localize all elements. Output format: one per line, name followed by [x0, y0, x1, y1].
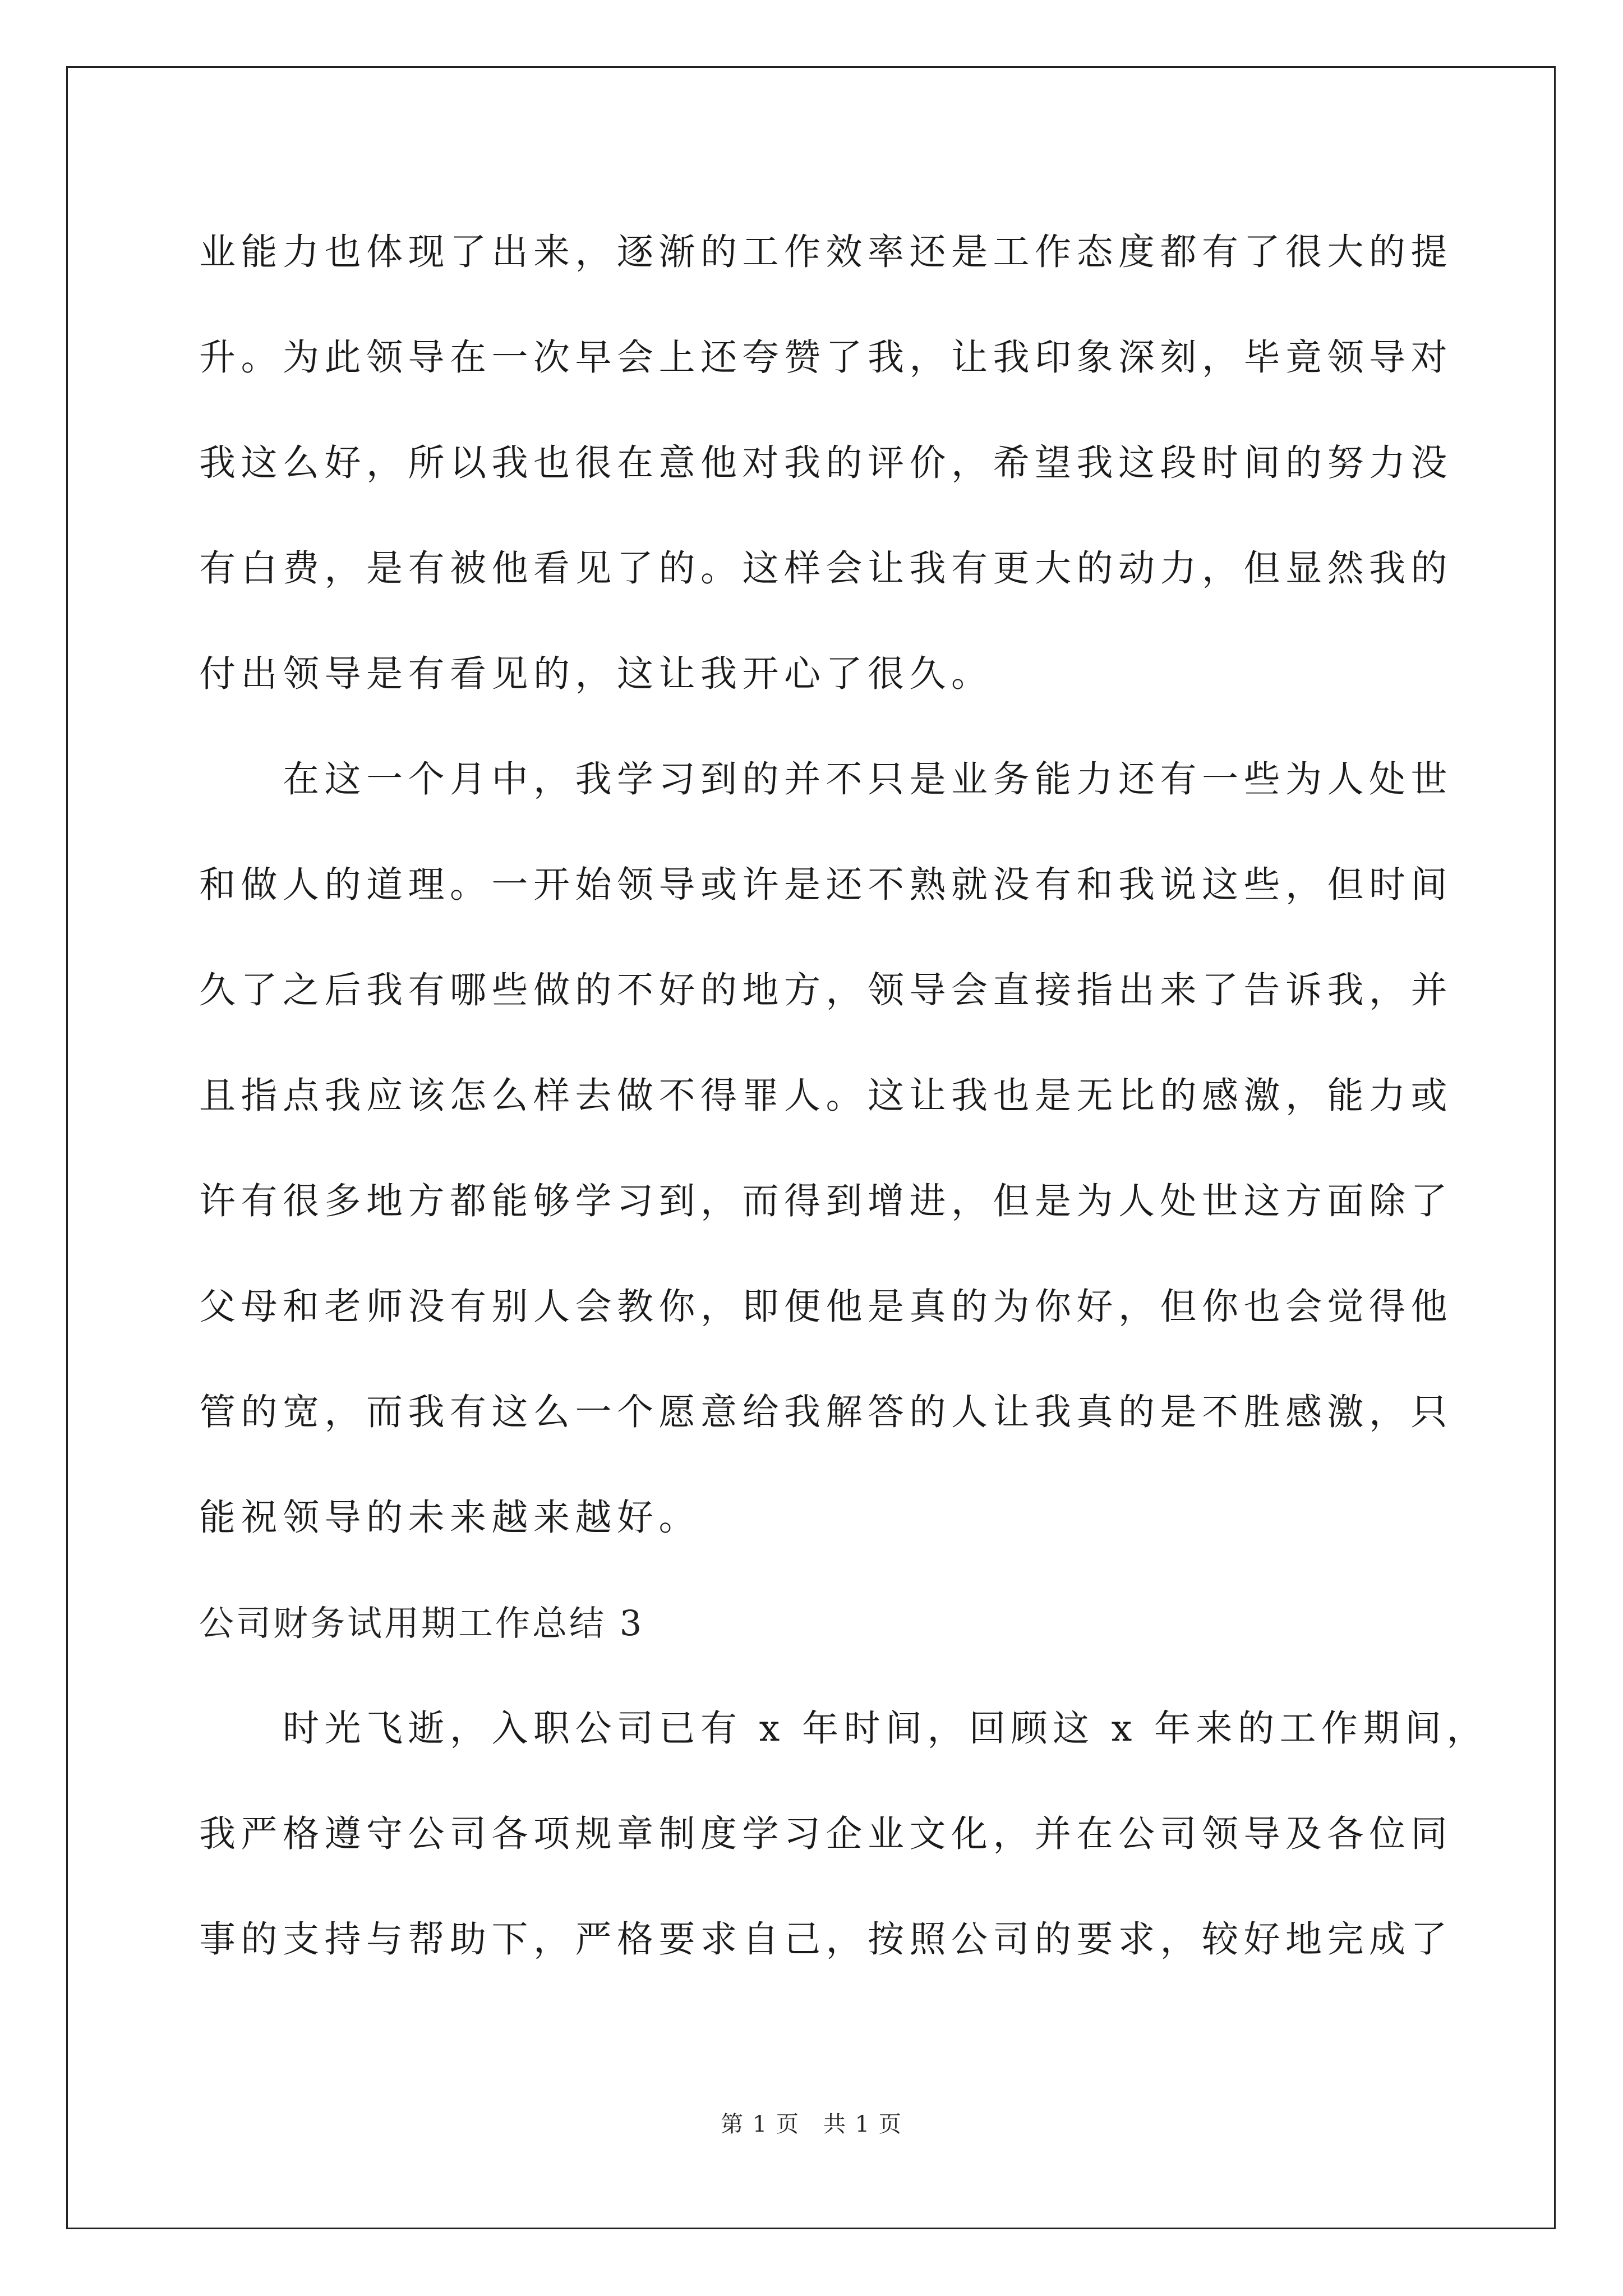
text-line: 时光飞逝，入职公司已有 x 年时间，回顾这 x 年来的工作期间，	[199, 1708, 1488, 1750]
text-line: 久了之后我有哪些做的不好的地方，领导会直接指出来了告诉我，并	[199, 969, 1453, 1011]
text-line: 有白费，是有被他看见了的。这样会让我有更大的动力，但显然我的	[199, 547, 1453, 590]
text-line: 许有很多地方都能够学习到，而得到增进，但是为人处世这方面除了	[199, 1180, 1453, 1222]
text-line: 我严格遵守公司各项规章制度学习企业文化，并在公司领导及各位同	[199, 1813, 1453, 1855]
text-line: 父母和老师没有别人会教你，即便他是真的为你好，但你也会觉得他	[199, 1286, 1453, 1328]
page-border	[66, 66, 1556, 2229]
text-line: 事的支持与帮助下，严格要求自己，按照公司的要求，较好地完成了	[199, 1918, 1453, 1961]
text-line: 业能力也体现了出来，逐渐的工作效率还是工作态度都有了很大的提	[199, 231, 1453, 273]
section-heading: 公司财务试用期工作总结 3	[199, 1603, 644, 1644]
text-line: 且指点我应该怎么样去做不得罪人。这让我也是无比的感激，能力或	[199, 1075, 1453, 1117]
text-line: 能祝领导的未来越来越好。	[199, 1497, 701, 1539]
text-line: 付出领导是有看见的，这让我开心了很久。	[199, 653, 993, 695]
text-line: 在这一个月中，我学习到的并不只是业务能力还有一些为人处世	[199, 758, 1453, 800]
text-line: 升。为此领导在一次早会上还夸赞了我，让我印象深刻，毕竟领导对	[199, 337, 1453, 379]
text-line: 和做人的道理。一开始领导或许是还不熟就没有和我说这些，但时间	[199, 864, 1453, 906]
text-line: 管的宽，而我有这么一个愿意给我解答的人让我真的是不胜感激，只	[199, 1391, 1453, 1433]
page-footer: 第 1 页 共 1 页	[721, 2111, 902, 2137]
text-line: 我这么好，所以我也很在意他对我的评价，希望我这段时间的努力没	[199, 442, 1453, 484]
